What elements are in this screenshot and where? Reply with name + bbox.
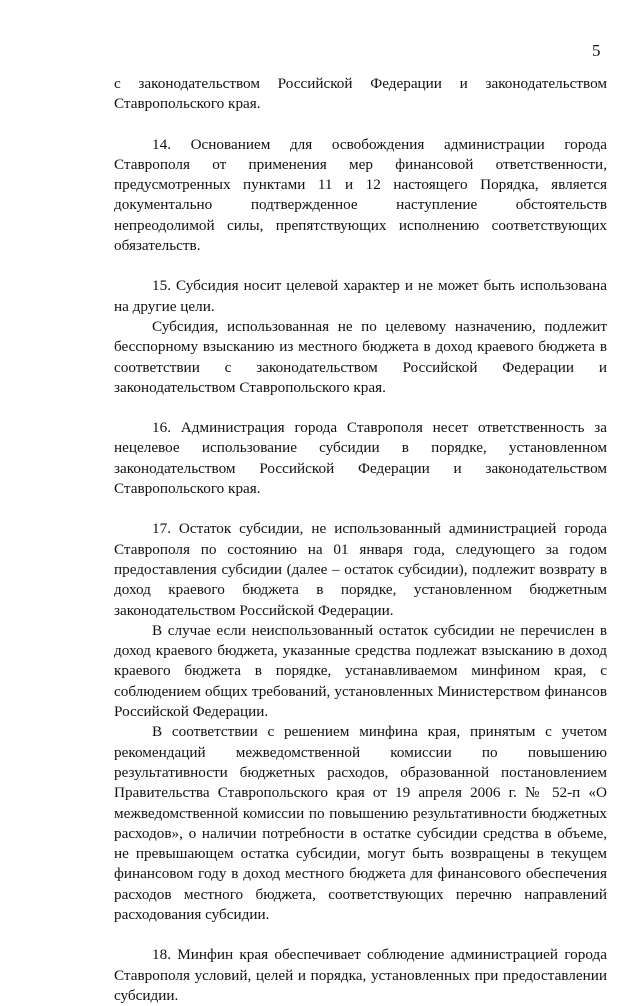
paragraph-17-commission-decision: В соответствии с решением минфина края, принятым с учетом рекомендаций межведомственной комиссии по повышению результативности бюджетных расходов, образованной постановлением Правительства Ставропольского края от 19 апреля 2006 г. № 52-п «О межведомственной комиссии по повышению результативности бюджетных расходов», о наличии потребности в остатке субсидии средства в объеме, не превышающем остатка субсидии, могут быть возвращены в текущем финансовом году в доход местного бюджета для финансового обеспечения расходов местного бюджета, соответствующих перечню направлений расходования субсидии. (114, 723, 607, 923)
document-body (114, 74, 607, 1006)
paragraph-15-subsidy-misuse: Субсидия, использованная не по целевому назначению, подлежит бесспорному взысканию из местного бюджета в доход краевого бюджета в соответствии с законодательством Российской Федерации и законодательством Ставропольского края. (114, 317, 607, 396)
paragraph-15: 15. Субсидия носит целевой характер и не может быть использована на другие цели. (114, 277, 607, 315)
paragraph-continuation: с законодательством Российской Федерации и законодательством Ставропольского края. (114, 75, 607, 113)
page-number: 5 (592, 41, 601, 60)
paragraph-17: 17. Остаток субсидии, не использованный администрацией города Ставрополя по состоянию на 01 января года, следующего за годом предоставления субсидии (далее – остаток субсидии), подлежит возврату в доход краевого бюджета в порядке, установленном бюджетным законодательством Российской Федерации. (114, 520, 607, 619)
paragraph-14: 14. Основанием для освобождения администрации города Ставрополя от применения мер финансовой ответственности, предусмотренных пунктами 11 и 12 настоящего Порядка, является документально подтвержденное наступление обстоятельств непреодолимой силы, препятствующих исполнению соответствующих обязательств. (114, 135, 607, 255)
paragraph-16: 16. Администрация города Ставрополя несет ответственность за нецелевое использование субсидии в порядке, установленном законодательством Российской Федерации и законодательством Ставропольского края. (114, 419, 607, 498)
paragraph-18: 18. Минфин края обеспечивает соблюдение администрацией города Ставрополя условий, целей и порядка, установленных при предоставлении субсидии. (114, 946, 607, 1004)
paragraph-17-unreturned-balance: В случае если неиспользованный остаток субсидии не перечислен в доход краевого бюджета, указанные средства подлежат взысканию в доход краевого бюджета в порядке, устанавливаемом минфином края, с соблюдением общих требований, установленных Министерством финансов Российской Федерации. (114, 621, 607, 721)
